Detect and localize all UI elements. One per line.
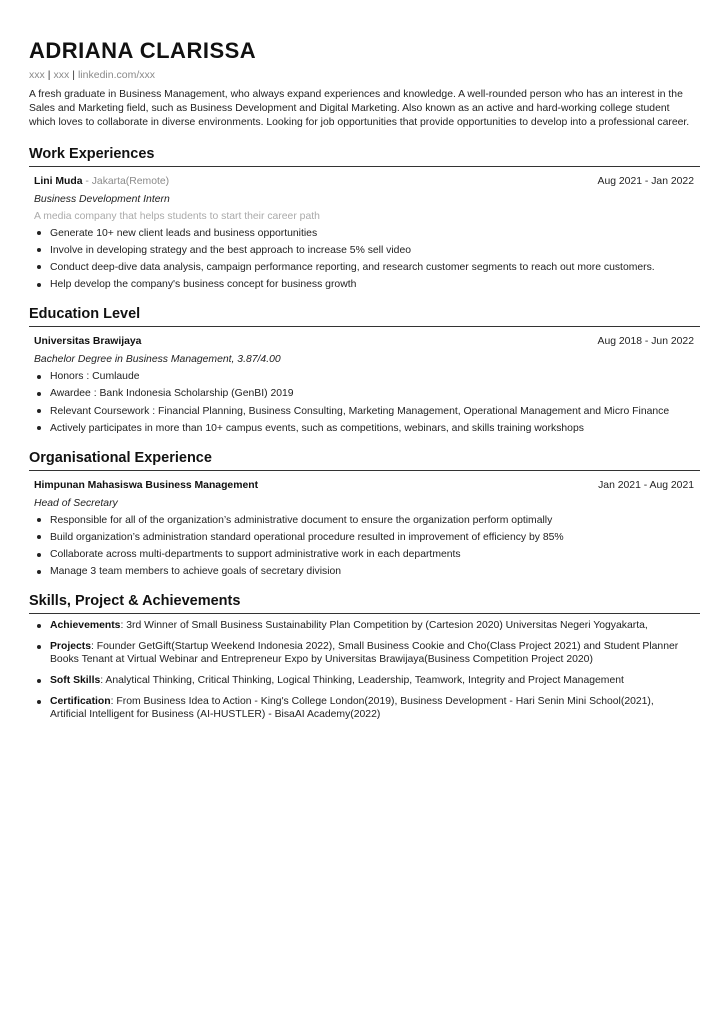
- organisation-entry: [29, 479, 700, 579]
- entry-role: Head of Secretary: [34, 497, 118, 509]
- list-item: Build organization’s administration standard operational procedure resulted in improvement of efficiency by 85%: [34, 531, 700, 544]
- list-item: Actively participates in more than 10+ campus events, such as competitions, webinars, and skills training workshops: [34, 422, 700, 435]
- contact-line: [29, 68, 700, 82]
- section-title-organisation: Organisational Experience: [29, 449, 700, 471]
- skill-item-projects: [34, 640, 700, 666]
- entry-location: Jakarta(Remote): [91, 175, 170, 187]
- profile-summary: A fresh graduate in Business Management, who always expand experiences and knowledge. A well-rounded person who has an interest in the Sales and Marketing field, such as Business Development and Digital Marketing. Also known as an active and hard-working college student which loves to collaborate in diverse environments. Looking for job opportunities that provide opportunities to develop into a professional career.: [29, 89, 690, 129]
- list-item: Relevant Coursework : Financial Planning, Business Consulting, Marketing Management, Operational Management and Micro Finance: [34, 405, 700, 418]
- list-item: Honors : Cumlaude: [34, 370, 700, 383]
- skill-label: Soft Skills: [50, 675, 101, 687]
- entry-date: Aug 2018 - Jun 2022: [597, 336, 694, 348]
- contact-email: xxx: [53, 69, 70, 81]
- list-item: Conduct deep-dive data analysis, campaign performance reporting, and research customer segments to reach out more customers.: [34, 261, 700, 274]
- entry-header: [34, 175, 700, 189]
- entry-date: Jan 2021 - Aug 2021: [598, 479, 694, 491]
- contact-linkedin[interactable]: linkedin.com/xxx: [77, 69, 155, 81]
- skill-item-achievements: [34, 619, 700, 632]
- list-item: Collaborate across multi-departments to support administrative work in each departments: [34, 548, 700, 561]
- education-entry: [29, 335, 700, 435]
- entry-org-line: [34, 175, 169, 189]
- list-item: Help develop the company's business concept for business growth: [34, 278, 700, 291]
- entry-dash: -: [85, 175, 89, 187]
- education-bullets: [34, 370, 700, 435]
- section-title-education: Education Level: [29, 305, 700, 327]
- entry-role: Bachelor Degree in Business Management, 3.87/4.00: [34, 354, 281, 366]
- skill-label: Achievements: [50, 620, 121, 632]
- skill-item-soft-skills: [34, 674, 700, 687]
- entry-organization: Universitas Brawijaya: [34, 336, 142, 348]
- contact-separator: |: [72, 69, 75, 81]
- contact-separator: |: [47, 69, 51, 81]
- work-bullets: [34, 227, 700, 292]
- skill-label: Projects: [50, 641, 92, 653]
- list-item: Awardee : Bank Indonesia Scholarship (GenBI) 2019: [34, 387, 700, 400]
- list-item: Generate 10+ new client leads and business opportunities: [34, 227, 700, 240]
- list-item: Involve in developing strategy and the best approach to increase 5% sell video: [34, 244, 700, 257]
- organisation-bullets: [34, 514, 700, 579]
- skill-text: : From Business Idea to Action - King's College London(2019), Business Development - Hari Senin Mini School(2021), Artificial Intelligent for Business (AI-HUSTLER) - BisaAI Academy(2022): [50, 696, 654, 721]
- entry-date: Aug 2021 - Jan 2022: [597, 175, 694, 187]
- skills-list: [34, 619, 700, 721]
- skill-item-certification: [34, 695, 700, 721]
- entry-organization: Lini Muda: [34, 175, 83, 187]
- candidate-name: ADRIANA CLARISSA: [29, 38, 257, 63]
- skill-text: : Founder GetGift(Startup Weekend Indonesia 2022), Small Business Cookie and Cho(Class Project 2021) and Student Planner Books Tenant at Virtual Webinar and Entrepreneur Expo by Universitas Brawijaya(Business Competition Project 2020): [50, 641, 679, 666]
- list-item: Responsible for all of the organization’s administrative document to ensure the organization perform optimally: [34, 514, 700, 527]
- section-title-work: Work Experiences: [29, 145, 700, 167]
- entry-description: A media company that helps students to start their career path: [34, 210, 320, 222]
- work-entry: [29, 175, 700, 292]
- entry-role: Business Development Intern: [34, 193, 170, 205]
- list-item: Manage 3 team members to achieve goals of secretary division: [34, 565, 700, 578]
- section-title-skills: Skills, Project & Achievements: [29, 592, 700, 614]
- entry-header: [34, 479, 700, 493]
- skill-text: : Analytical Thinking, Critical Thinking, Logical Thinking, Leadership, Teamwork, Integrity and Project Management: [100, 675, 624, 687]
- skill-text: : 3rd Winner of Small Business Sustainability Plan Competition by (Cartesion 2020) Universitas Negeri Yogyakarta,: [120, 620, 648, 632]
- contact-phone: xxx: [29, 69, 45, 81]
- entry-header: [34, 335, 700, 349]
- entry-organization: Himpunan Mahasiswa Business Management: [34, 479, 259, 491]
- skill-label: Certification: [50, 696, 111, 708]
